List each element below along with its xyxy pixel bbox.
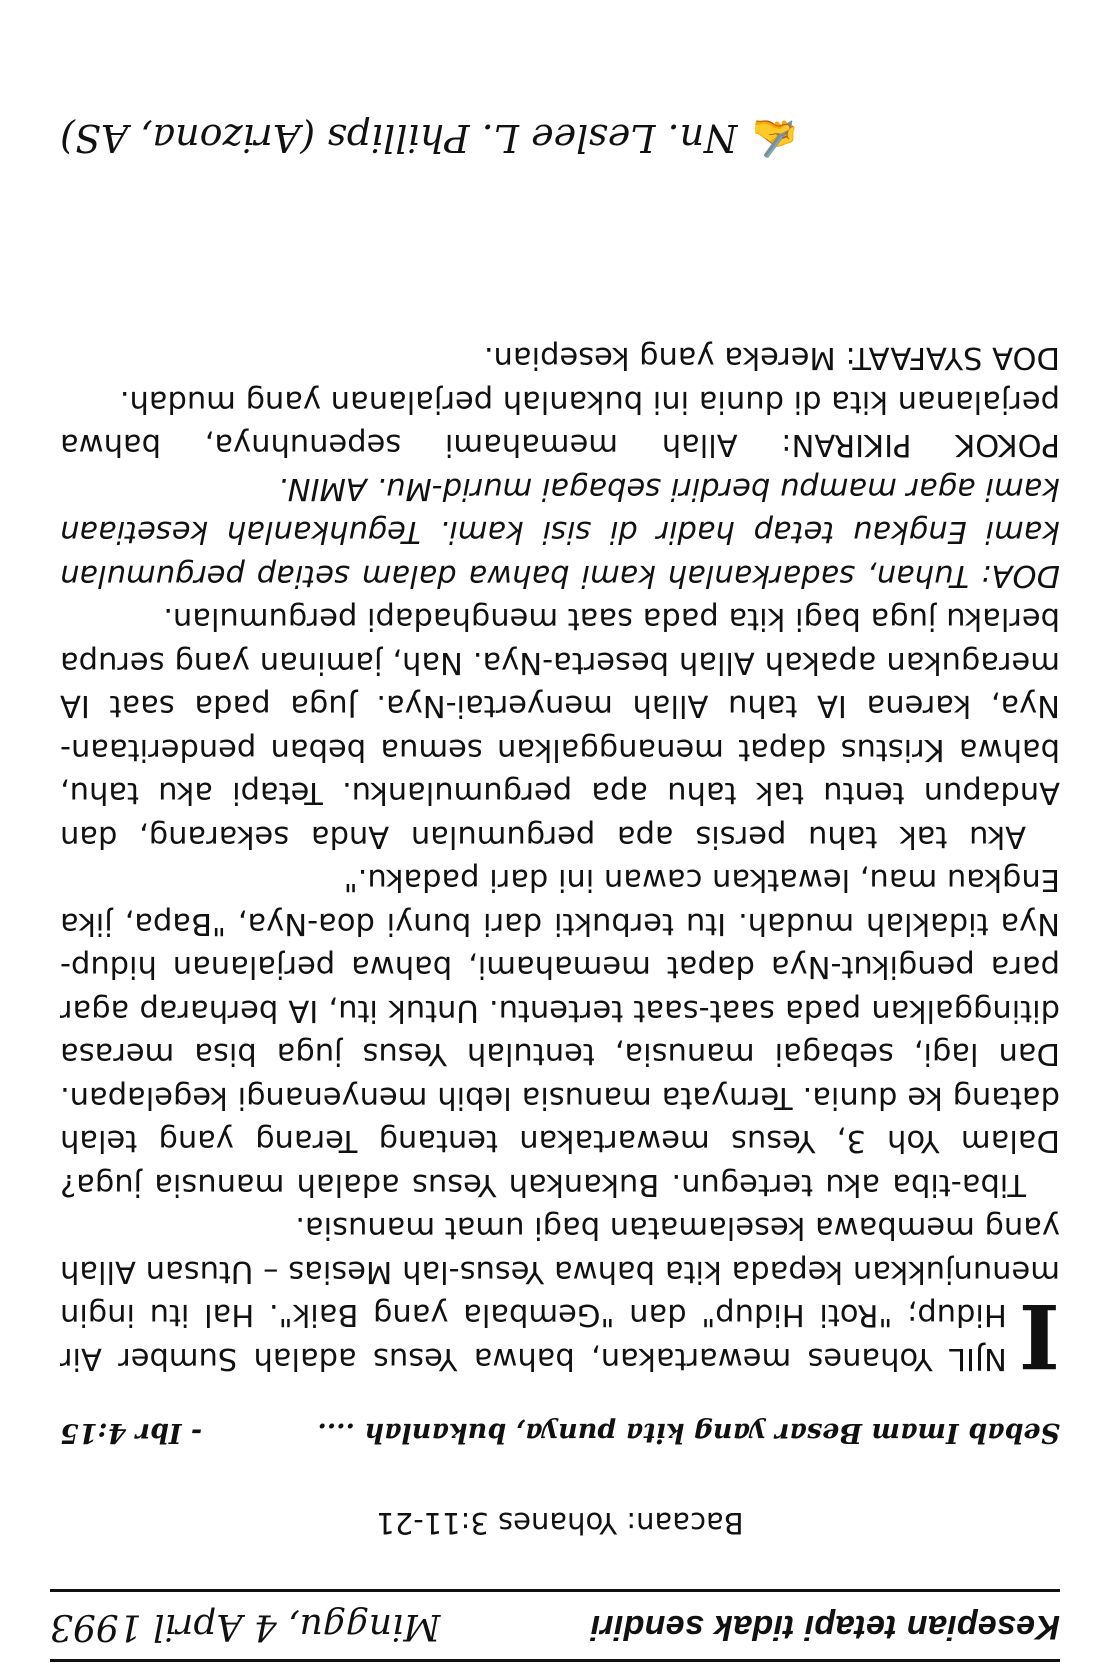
key-verse-text: Sebab Imam Besar yang kita punya, bukanlah .... [317,1417,1060,1448]
author-name: Nn. Leslee L. Phillips (Arizona, AS) [60,116,738,160]
pokok-pikiran: POKOK PIKIRAN: Allah memahami sepenuhnya, bahwa perjalanan kita di dunia ini bukanlah perjalanan yang mudah. [60,384,1060,463]
page-header [50,1596,1060,1658]
drop-cap: I [1018,1284,1060,1388]
author-signature [60,115,1060,160]
prayer: DOA: Tuhan, sadarkanlah kami bahwa dalam setiap pergumulan kami Engkau tetap hadir di sisi kami. Teguhkanlah kesetiaan kami agar mampu berdiri sebagai murid-Mu. AMIN. [60,471,1060,593]
paragraph-2: Tiba-tiba aku tertegun. Bukankah Yesus adalah manusia juga? Dalam Yoh 3, Yesus mewartakan tentang Terang yang telah datang ke dunia. Ternyata manusia lebih menyenangi kegelapan. Dan lagi, sebagai manusia, tentulah Yesus juga bisa merasa ditinggalkan pada saat-saat tertentu. Untuk itu, IA berharap agar para pengikut-Nya dapat memahami, bahwa perjalanan hidup-Nya tidaklah mudah. Itu terbukti dari bunyi doa-Nya, "Bapa, jika Engkau mau, lewatkan cawan ini dari padaku." [60,862,1060,1202]
article-body [60,336,1060,1388]
scripture-reading: Bacaan: Yohanes 3:11-21 [376,1506,744,1540]
pen-icon: ✍ [751,116,799,160]
paragraph-3: Aku tak tahu persis apa pergumulan Anda sekarang, dan Andapun tentu tak tahu apa pergumulanku. Tetapi aku tahu, bahwa Kristus dapat menanggalkan semua beban penderitaan-Nya, karena IA tahu Allah menyertai-Nya. Juga pada saat IA meragukan apakah Allah beserta-Nya. Nah, jaminan yang serupa berlaku juga bagi kita pada saat menghadapi pergumulan. [60,601,1060,854]
devotional-date: Minggu, 4 April 1993 [50,1606,441,1648]
devotional-title: Kesepian tetapi tidak sendiri [590,1608,1060,1647]
key-verse [60,1417,1060,1448]
paragraph-1-text: NJIL Yohanes mewartakan, bahwa Yesus adalah Sumber Air Hidup; "Roti Hidup" dan "Gembala yang Baik". Hal itu ingin menunjukkan kepada kita bahwa Yesus-lah Mesias – Utusan Allah yang membawa keselamatan bagi umat manusia. [60,1210,1060,1376]
header-rule [50,1589,1060,1592]
top-rule [50,1659,1060,1662]
paragraph-1 [60,1206,1060,1388]
doa-syafaat: DOA SYAFAAT: Mereka yang kesepian. [483,340,1060,376]
key-verse-reference: - Ibr 4:15 [60,1417,203,1448]
